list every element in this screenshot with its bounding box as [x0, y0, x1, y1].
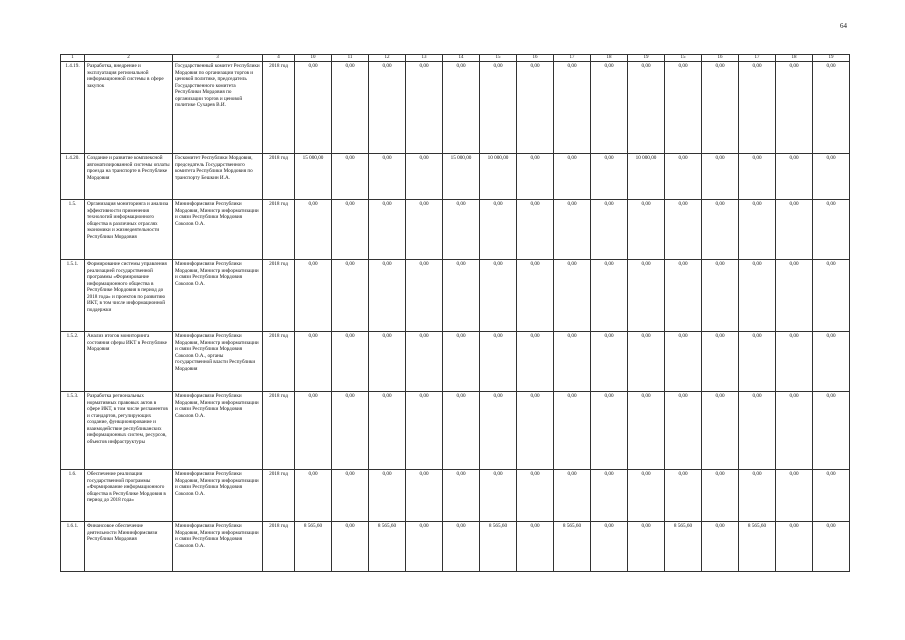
amount-cell: 0,00	[554, 62, 591, 154]
year-cell: 2018 год	[263, 200, 295, 260]
activity-name-cell: Разработка региональных нормативных правовых актов в сфере ИКТ, в том числе регламентов и стандартов, регулирующих создание, функционирование и взаимодействие республиканских информационных систем, ресурсов, объектов инфраструктуры	[85, 392, 173, 470]
row-number-cell: 1.4.20.	[61, 154, 85, 200]
amount-cell: 0,00	[776, 332, 813, 392]
amount-cell: 0,00	[591, 392, 628, 470]
amount-cell: 0,00	[369, 260, 406, 332]
executor-cell: Мининформсвязи Республики Мордовия, Министр информатизации и связи Республики Мордовия Соколов О.А.	[173, 392, 263, 470]
amount-cell: 8 565,60	[480, 522, 517, 572]
table-row	[61, 332, 850, 392]
row-number-cell: 1.6.	[61, 470, 85, 522]
amount-cell: 0,00	[480, 260, 517, 332]
activity-name-cell: Организация мониторинга и анализа эффективности применения технологий информационного общества в различных отраслях экономики и жизнедеятельности Республики Мордовия	[85, 200, 173, 260]
amount-cell: 0,00	[776, 260, 813, 332]
amount-cell: 0,00	[332, 260, 369, 332]
amount-cell: 0,00	[369, 470, 406, 522]
header-cell: 17	[739, 55, 776, 62]
amount-cell: 0,00	[628, 522, 665, 572]
executor-cell: Мининформсвязи Республики Мордовия, Министр информатизации и связи Республики Мордовия Соколов О.А.	[173, 470, 263, 522]
header-cell: 19	[813, 55, 850, 62]
executor-cell: Мининформсвязи Республики Мордовия, Министр информатизации и связи Республики Мордовия Соколов О.А., органы государственной власти Республики Мордовия	[173, 332, 263, 392]
amount-cell: 0,00	[739, 154, 776, 200]
row-number-cell: 1.5.1.	[61, 260, 85, 332]
amount-cell: 0,00	[295, 260, 332, 332]
amount-cell: 0,00	[295, 62, 332, 154]
amount-cell: 0,00	[628, 62, 665, 154]
amount-cell: 0,00	[776, 154, 813, 200]
amount-cell: 0,00	[739, 392, 776, 470]
amount-cell: 0,00	[332, 332, 369, 392]
amount-cell: 0,00	[628, 470, 665, 522]
header-cell: 18	[776, 55, 813, 62]
amount-cell: 0,00	[369, 392, 406, 470]
table-row	[61, 62, 850, 154]
amount-cell: 0,00	[665, 62, 702, 154]
amount-cell: 0,00	[332, 200, 369, 260]
amount-cell: 8 565,60	[295, 522, 332, 572]
amount-cell: 0,00	[554, 392, 591, 470]
amount-cell: 0,00	[702, 260, 739, 332]
amount-cell: 0,00	[591, 200, 628, 260]
amount-cell: 0,00	[443, 392, 480, 470]
amount-cell: 0,00	[554, 332, 591, 392]
amount-cell: 0,00	[813, 392, 850, 470]
amount-cell: 0,00	[813, 522, 850, 572]
amount-cell: 0,00	[517, 522, 554, 572]
amount-cell: 8 565,60	[739, 522, 776, 572]
header-cell: 17	[554, 55, 591, 62]
executor-cell: Мининформсвязи Республики Мордовия, Министр информатизации и связи Республики Мордовия Соколов О.А.	[173, 522, 263, 572]
amount-cell: 0,00	[332, 62, 369, 154]
amount-cell: 0,00	[517, 62, 554, 154]
amount-cell: 0,00	[702, 470, 739, 522]
table-header-row	[61, 55, 850, 62]
executor-cell: Мининформсвязи Республики Мордовия, Министр информатизации и связи Республики Мордовия Соколов О.А.	[173, 200, 263, 260]
table-row	[61, 392, 850, 470]
amount-cell: 0,00	[406, 522, 443, 572]
amount-cell: 15 000,00	[295, 154, 332, 200]
amount-cell: 0,00	[406, 260, 443, 332]
amount-cell: 0,00	[443, 470, 480, 522]
amount-cell: 0,00	[628, 200, 665, 260]
amount-cell: 0,00	[406, 470, 443, 522]
header-cell: 1	[61, 55, 85, 62]
header-cell: 15	[665, 55, 702, 62]
amount-cell: 0,00	[628, 260, 665, 332]
table-row	[61, 154, 850, 200]
row-number-cell: 1.4.19.	[61, 62, 85, 154]
table-row	[61, 522, 850, 572]
year-cell: 2018 год	[263, 260, 295, 332]
amount-cell: 0,00	[443, 522, 480, 572]
amount-cell: 0,00	[369, 62, 406, 154]
amount-cell: 8 565,60	[554, 522, 591, 572]
row-number-cell: 1.5.	[61, 200, 85, 260]
amount-cell: 10 000,00	[480, 154, 517, 200]
amount-cell: 0,00	[406, 200, 443, 260]
amount-cell: 0,00	[554, 260, 591, 332]
amount-cell: 0,00	[813, 332, 850, 392]
executor-cell: Мининформсвязи Республики Мордовия, Министр информатизации и связи Республики Мордовия Соколов О.А.	[173, 260, 263, 332]
amount-cell: 0,00	[443, 62, 480, 154]
year-cell: 2018 год	[263, 392, 295, 470]
amount-cell: 0,00	[702, 154, 739, 200]
amount-cell: 15 000,00	[443, 154, 480, 200]
amount-cell: 0,00	[480, 470, 517, 522]
header-cell: 16	[702, 55, 739, 62]
header-cell: 13	[406, 55, 443, 62]
amount-cell: 0,00	[591, 154, 628, 200]
amount-cell: 0,00	[443, 260, 480, 332]
amount-cell: 10 000,00	[628, 154, 665, 200]
amount-cell: 0,00	[813, 154, 850, 200]
amount-cell: 0,00	[665, 200, 702, 260]
header-cell: 18	[591, 55, 628, 62]
amount-cell: 0,00	[591, 62, 628, 154]
amount-cell: 0,00	[369, 332, 406, 392]
amount-cell: 0,00	[517, 154, 554, 200]
amount-cell: 0,00	[369, 200, 406, 260]
amount-cell: 0,00	[702, 332, 739, 392]
amount-cell: 0,00	[776, 522, 813, 572]
amount-cell: 0,00	[443, 200, 480, 260]
amount-cell: 0,00	[332, 522, 369, 572]
activity-name-cell: Финансовое обеспечение деятельности Мининформсвязи Республики Мордовия	[85, 522, 173, 572]
amount-cell: 0,00	[665, 260, 702, 332]
amount-cell: 0,00	[739, 260, 776, 332]
header-cell: 15	[480, 55, 517, 62]
amount-cell: 0,00	[332, 154, 369, 200]
amount-cell: 0,00	[517, 392, 554, 470]
amount-cell: 8 565,60	[369, 522, 406, 572]
amount-cell: 0,00	[702, 200, 739, 260]
amount-cell: 0,00	[591, 332, 628, 392]
row-number-cell: 1.5.3.	[61, 392, 85, 470]
executor-cell: Государственный комитет Республики Мордовия по организации торгов и ценовой политике, председатель Государственного комитета Республики Мордовия по организации торгов и ценовой политике Сухарев В.И.	[173, 62, 263, 154]
amount-cell: 0,00	[517, 260, 554, 332]
row-number-cell: 1.6.1.	[61, 522, 85, 572]
amount-cell: 0,00	[517, 200, 554, 260]
header-cell: 2	[85, 55, 173, 62]
amount-cell: 0,00	[628, 332, 665, 392]
amount-cell: 0,00	[406, 62, 443, 154]
header-cell: 3	[173, 55, 263, 62]
amount-cell: 0,00	[665, 332, 702, 392]
table-row	[61, 200, 850, 260]
amount-cell: 8 565,60	[665, 522, 702, 572]
amount-cell: 0,00	[406, 392, 443, 470]
amount-cell: 0,00	[776, 200, 813, 260]
activity-name-cell: Формирование системы управления реализацией государственной программы «Формирование информационного общества в Республике Мордовия в период до 2018 года» и проектов по развитию ИКТ, в том числе информационной поддержки	[85, 260, 173, 332]
amount-cell: 0,00	[591, 522, 628, 572]
amount-cell: 0,00	[406, 154, 443, 200]
activity-name-cell: Создание и развитие комплексной автоматизированной системы оплаты проезда на транспорте в Республике Мордовия	[85, 154, 173, 200]
amount-cell: 0,00	[332, 470, 369, 522]
amount-cell: 0,00	[517, 332, 554, 392]
activity-name-cell: Анализ итогов мониторинга состояния сферы ИКТ в Республике Мордовия	[85, 332, 173, 392]
amount-cell: 0,00	[776, 392, 813, 470]
amount-cell: 0,00	[665, 392, 702, 470]
header-cell: 16	[517, 55, 554, 62]
amount-cell: 0,00	[369, 154, 406, 200]
amount-cell: 0,00	[776, 62, 813, 154]
header-cell: 19	[628, 55, 665, 62]
header-cell: 11	[332, 55, 369, 62]
amount-cell: 0,00	[739, 332, 776, 392]
amount-cell: 0,00	[628, 392, 665, 470]
table-row	[61, 470, 850, 522]
amount-cell: 0,00	[665, 470, 702, 522]
header-cell: 12	[369, 55, 406, 62]
activity-name-cell: Обеспечение реализации государственной программы «Формирование информационного общества в Республике Мордовия в период до 2018 года»	[85, 470, 173, 522]
amount-cell: 0,00	[776, 470, 813, 522]
year-cell: 2018 год	[263, 522, 295, 572]
amount-cell: 0,00	[480, 392, 517, 470]
executor-cell: Госкомитет Республики Мордовия, председатель Государственного комитета Республики Мордовия по транспорту Бешкин И.А.	[173, 154, 263, 200]
amount-cell: 0,00	[739, 470, 776, 522]
amount-cell: 0,00	[295, 332, 332, 392]
amount-cell: 0,00	[295, 470, 332, 522]
header-cell: 14	[443, 55, 480, 62]
amount-cell: 0,00	[591, 260, 628, 332]
amount-cell: 0,00	[702, 522, 739, 572]
amount-cell: 0,00	[813, 260, 850, 332]
amount-cell: 0,00	[554, 154, 591, 200]
amount-cell: 0,00	[517, 470, 554, 522]
table-row	[61, 260, 850, 332]
header-cell: 4	[263, 55, 295, 62]
amount-cell: 0,00	[554, 200, 591, 260]
amount-cell: 0,00	[480, 200, 517, 260]
amount-cell: 0,00	[443, 332, 480, 392]
year-cell: 2018 год	[263, 154, 295, 200]
amount-cell: 0,00	[739, 200, 776, 260]
amount-cell: 0,00	[813, 62, 850, 154]
header-cell: 10	[295, 55, 332, 62]
year-cell: 2018 год	[263, 470, 295, 522]
amount-cell: 0,00	[665, 154, 702, 200]
amount-cell: 0,00	[332, 392, 369, 470]
row-number-cell: 1.5.2.	[61, 332, 85, 392]
amount-cell: 0,00	[406, 332, 443, 392]
amount-cell: 0,00	[295, 200, 332, 260]
amount-cell: 0,00	[591, 470, 628, 522]
amount-cell: 0,00	[702, 62, 739, 154]
amount-cell: 0,00	[480, 332, 517, 392]
program-table	[60, 54, 850, 572]
amount-cell: 0,00	[813, 470, 850, 522]
amount-cell: 0,00	[480, 62, 517, 154]
year-cell: 2018 год	[263, 62, 295, 154]
amount-cell: 0,00	[295, 392, 332, 470]
year-cell: 2018 год	[263, 332, 295, 392]
amount-cell: 0,00	[739, 62, 776, 154]
amount-cell: 0,00	[702, 392, 739, 470]
activity-name-cell: Разработка, внедрение и эксплуатация региональной информационной системы в сфере закупок	[85, 62, 173, 154]
amount-cell: 0,00	[554, 470, 591, 522]
page-number: 64	[840, 22, 847, 30]
amount-cell: 0,00	[813, 200, 850, 260]
